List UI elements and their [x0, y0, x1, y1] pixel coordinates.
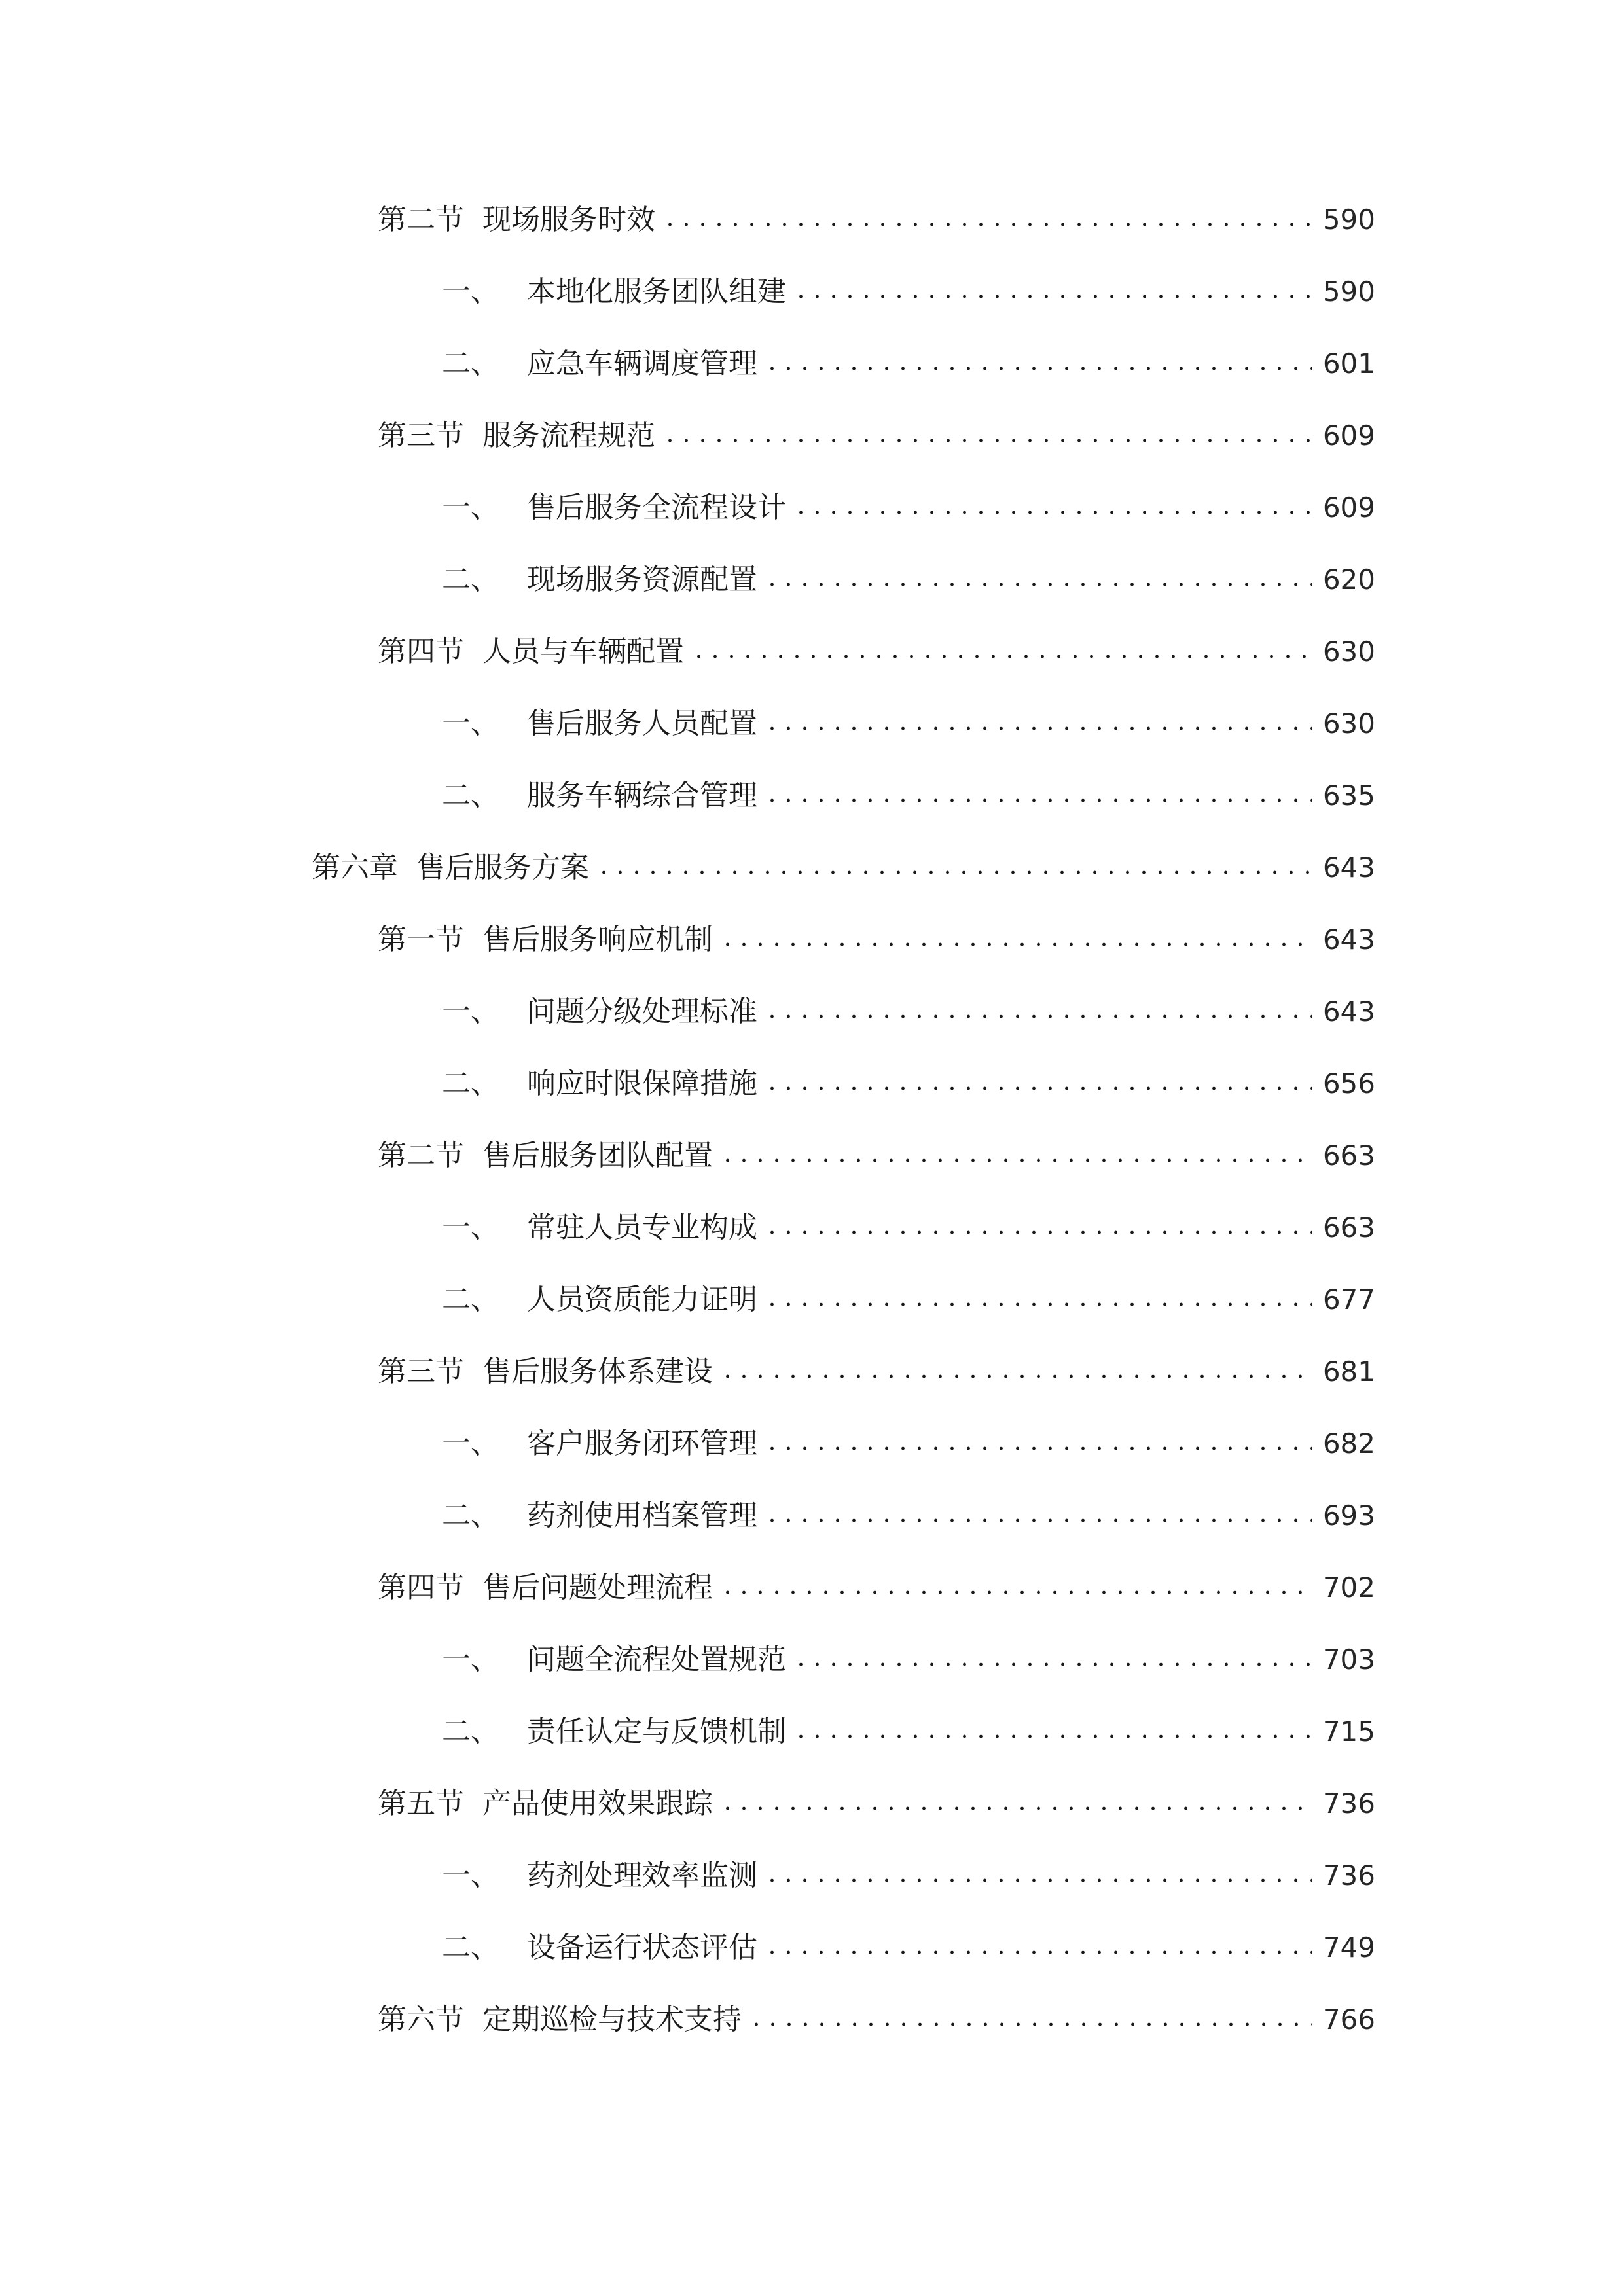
toc-entry[interactable]	[378, 1346, 1375, 1398]
dot-leader	[764, 1229, 1312, 1236]
toc-entry[interactable]	[442, 1202, 1375, 1254]
toc-entry-title: 响应时限保障措施	[527, 1067, 757, 1100]
toc-entry-page: 749	[1322, 1931, 1375, 1964]
toc-entry-title: 现场服务时效	[482, 203, 655, 236]
toc-entry-page: 681	[1322, 1355, 1375, 1388]
toc-entry-page: 630	[1322, 636, 1375, 668]
dot-leader	[662, 221, 1312, 228]
dot-leader	[691, 653, 1312, 660]
toc-entry-title: 产品使用效果跟踪	[482, 1787, 713, 1820]
toc-entry-title: 药剂使用档案管理	[527, 1499, 757, 1532]
toc-entry[interactable]	[378, 626, 1375, 678]
toc-entry-number: 第四节	[378, 635, 464, 668]
toc-entry[interactable]	[442, 1418, 1375, 1470]
toc-entry[interactable]	[442, 698, 1375, 750]
dot-leader	[719, 1588, 1312, 1596]
toc-entry-title: 售后问题处理流程	[482, 1571, 713, 1604]
toc-entry-title: 售后服务团队配置	[482, 1139, 713, 1172]
dot-leader	[764, 1013, 1312, 1020]
toc-entry-page: 590	[1322, 204, 1375, 236]
toc-entry[interactable]	[442, 1058, 1375, 1110]
toc-entry-title: 客户服务闭环管理	[527, 1427, 757, 1460]
toc-entry[interactable]	[442, 986, 1375, 1038]
toc-entry-number: 第一节	[378, 923, 464, 956]
dot-leader	[719, 1372, 1312, 1380]
toc-entry[interactable]	[442, 1490, 1375, 1542]
toc-entry-number: 第三节	[378, 419, 464, 452]
toc-entry-page: 663	[1322, 1211, 1375, 1244]
toc-entry-title: 服务车辆综合管理	[527, 779, 757, 812]
dot-leader	[793, 293, 1312, 300]
toc-entry[interactable]	[442, 554, 1375, 606]
toc-entry-page: 630	[1322, 708, 1375, 740]
toc-entry-number: 二、	[442, 1067, 499, 1100]
toc-entry-page: 643	[1322, 996, 1375, 1028]
toc-entry-page: 736	[1322, 1787, 1375, 1820]
toc-entry-number: 二、	[442, 1715, 499, 1748]
toc-entry-title: 人员与车辆配置	[482, 635, 684, 668]
dot-leader	[764, 1085, 1312, 1092]
dot-leader	[764, 725, 1312, 732]
dot-leader	[793, 1660, 1312, 1668]
toc-entry[interactable]	[378, 1778, 1375, 1830]
toc-entry-page: 736	[1322, 1859, 1375, 1892]
dot-leader	[748, 2020, 1312, 2028]
toc-entry-number: 一、	[442, 1427, 499, 1460]
toc-entry-page: 656	[1322, 1067, 1375, 1100]
dot-leader	[793, 509, 1312, 516]
dot-leader	[764, 1948, 1312, 1956]
toc-entry-number: 二、	[442, 1499, 499, 1532]
toc-entry-number: 一、	[442, 491, 499, 524]
toc-entry[interactable]	[378, 194, 1375, 246]
toc-entry-page: 635	[1322, 780, 1375, 812]
toc-entry-page: 609	[1322, 492, 1375, 524]
dot-leader	[662, 437, 1312, 444]
toc-entry-number: 第三节	[378, 1355, 464, 1388]
toc-entry-title: 本地化服务团队组建	[527, 275, 786, 308]
dot-leader	[719, 1804, 1312, 1812]
toc-entry-title: 售后服务响应机制	[482, 923, 713, 956]
toc-entry-title: 售后服务人员配置	[527, 707, 757, 740]
toc-entry-number: 一、	[442, 275, 499, 308]
toc-entry-number: 一、	[442, 1211, 499, 1244]
toc-entry-page: 703	[1322, 1643, 1375, 1676]
toc-entry-page: 693	[1322, 1499, 1375, 1532]
toc-entry-number: 一、	[442, 995, 499, 1028]
toc-entry-title: 人员资质能力证明	[527, 1283, 757, 1316]
toc-entry[interactable]	[378, 1994, 1375, 2046]
toc-entry-page: 702	[1322, 1571, 1375, 1604]
dot-leader	[719, 941, 1312, 948]
toc-entry-page: 766	[1322, 2003, 1375, 2036]
toc-entry-number: 二、	[442, 563, 499, 596]
toc-entry-title: 售后服务全流程设计	[527, 491, 786, 524]
toc-entry-number: 第二节	[378, 203, 464, 236]
toc-entry[interactable]	[442, 1634, 1375, 1686]
dot-leader	[764, 1516, 1312, 1524]
toc-entry-number: 二、	[442, 1283, 499, 1316]
toc-entry-number: 第六节	[378, 2003, 464, 2036]
toc-entry-page: 715	[1322, 1715, 1375, 1748]
toc-entry[interactable]	[442, 482, 1375, 534]
dot-leader	[764, 1876, 1312, 1884]
toc-entry-title: 定期巡检与技术支持	[482, 2003, 742, 2036]
toc-entry-page: 609	[1322, 420, 1375, 452]
toc-entry[interactable]	[378, 1130, 1375, 1182]
toc-entry[interactable]	[442, 770, 1375, 822]
toc-entry-title: 设备运行状态评估	[527, 1931, 757, 1964]
toc-entry[interactable]	[312, 842, 1375, 894]
dot-leader	[764, 581, 1312, 588]
toc-entry-page: 663	[1322, 1139, 1375, 1172]
toc-entry-title: 售后服务体系建设	[482, 1355, 713, 1388]
toc-entry-page: 677	[1322, 1283, 1375, 1316]
toc-entry[interactable]	[442, 1706, 1375, 1758]
dot-leader	[764, 1444, 1312, 1452]
toc-entry-page: 643	[1322, 852, 1375, 884]
toc-entry-page: 620	[1322, 564, 1375, 596]
toc-entry-number: 第四节	[378, 1571, 464, 1604]
toc-entry-number: 第六章	[312, 851, 398, 884]
dot-leader	[764, 365, 1312, 372]
toc-entry-number: 第五节	[378, 1787, 464, 1820]
toc-entry-title: 常驻人员专业构成	[527, 1211, 757, 1244]
toc-entry-number: 二、	[442, 779, 499, 812]
toc-entry-title: 药剂处理效率监测	[527, 1859, 757, 1892]
dot-leader	[764, 797, 1312, 804]
toc-entry[interactable]	[378, 1562, 1375, 1614]
dot-leader	[764, 1300, 1312, 1308]
toc-entry-title: 服务流程规范	[482, 419, 655, 452]
toc-entry-title: 应急车辆调度管理	[527, 347, 757, 380]
toc-entry-number: 二、	[442, 1931, 499, 1964]
toc-entry[interactable]	[442, 266, 1375, 318]
toc-entry-title: 现场服务资源配置	[527, 563, 757, 596]
toc-entry-number: 一、	[442, 1643, 499, 1676]
toc-entry-page: 590	[1322, 276, 1375, 308]
toc-entry-number: 一、	[442, 1859, 499, 1892]
toc-entry-number: 第二节	[378, 1139, 464, 1172]
toc-entry[interactable]	[378, 410, 1375, 462]
toc-entry-title: 问题分级处理标准	[527, 995, 757, 1028]
toc-entry[interactable]	[442, 1274, 1375, 1326]
toc-entry[interactable]	[442, 1922, 1375, 1974]
toc-entry-title: 问题全流程处置规范	[527, 1643, 786, 1676]
toc-entry-page: 682	[1322, 1427, 1375, 1460]
toc-entry-page: 643	[1322, 924, 1375, 956]
dot-leader	[719, 1157, 1312, 1164]
toc-entry[interactable]	[378, 914, 1375, 966]
toc-entry[interactable]	[442, 338, 1375, 390]
dot-leader	[596, 869, 1312, 876]
toc-entry[interactable]	[442, 1850, 1375, 1902]
toc-entry-title: 责任认定与反馈机制	[527, 1715, 786, 1748]
toc-entry-number: 二、	[442, 347, 499, 380]
toc-entry-number: 一、	[442, 707, 499, 740]
toc-entry-page: 601	[1322, 348, 1375, 380]
dot-leader	[793, 1732, 1312, 1740]
toc-entry-title: 售后服务方案	[416, 851, 589, 884]
